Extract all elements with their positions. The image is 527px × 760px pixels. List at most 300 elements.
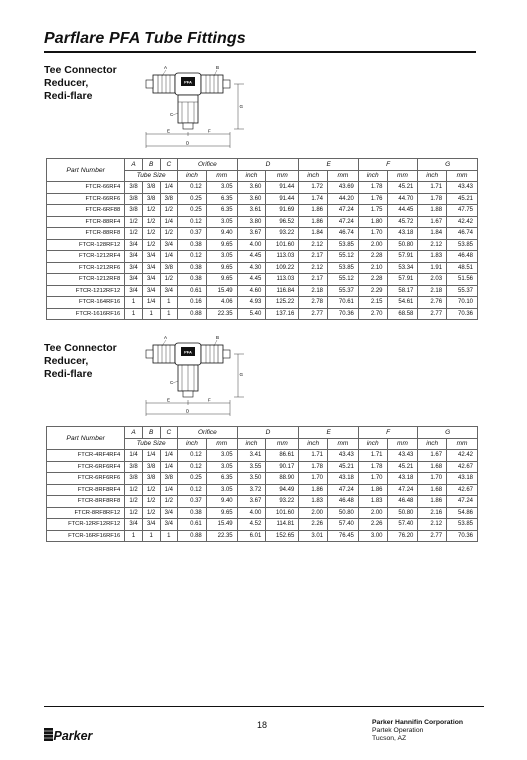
table-cell: 1.83 xyxy=(299,496,328,508)
table-cell: 0.25 xyxy=(178,205,207,217)
table-cell: 43.18 xyxy=(447,473,478,485)
dim-label-e: E xyxy=(167,128,171,134)
dim-label-g: G xyxy=(239,372,244,377)
table-cell: 42.67 xyxy=(447,484,478,496)
table-cell: 1/4 xyxy=(160,251,178,263)
table-cell: 1.88 xyxy=(418,205,447,217)
table-cell: 3.61 xyxy=(237,205,266,217)
table-cell: 1.68 xyxy=(418,484,447,496)
table-cell: 45.21 xyxy=(387,461,418,473)
table-cell: 1.70 xyxy=(358,473,387,485)
table-cell: 1/2 xyxy=(142,239,160,251)
table-cell: 113.03 xyxy=(266,251,299,263)
table-cell: 1.83 xyxy=(418,251,447,263)
table-cell: 9.40 xyxy=(206,496,237,508)
table-cell: 1/2 xyxy=(160,228,178,240)
table-cell: 0.16 xyxy=(178,297,207,309)
table-cell: 3/8 xyxy=(142,182,160,194)
table-row xyxy=(47,450,478,462)
table-cell: 1/2 xyxy=(142,507,160,519)
table-cell: 1/4 xyxy=(160,450,178,462)
th-b: B xyxy=(142,159,160,171)
th-inch: inch xyxy=(178,438,207,450)
table-cell: 2.77 xyxy=(418,530,447,542)
table-cell: 70.36 xyxy=(447,530,478,542)
th-mm: mm xyxy=(447,170,478,182)
th-orifice: Orifice xyxy=(178,427,238,439)
division-name: Partek Operation xyxy=(372,727,424,734)
table-cell: 94.49 xyxy=(266,484,299,496)
table-cell: 2.18 xyxy=(418,285,447,297)
table-cell: 3.72 xyxy=(237,484,266,496)
page-number: 18 xyxy=(257,720,268,730)
table-cell: 3.01 xyxy=(299,530,328,542)
table-cell: 4.60 xyxy=(237,285,266,297)
th-inch: inch xyxy=(299,170,328,182)
section2-heading-line1: Tee Connector xyxy=(44,342,117,354)
table-cell: 46.48 xyxy=(447,251,478,263)
table-cell: 1 xyxy=(142,308,160,320)
table-cell: 3/8 xyxy=(125,461,143,473)
th-d: D xyxy=(237,159,299,171)
table-cell: 1 xyxy=(125,308,143,320)
table-cell: 4.45 xyxy=(237,251,266,263)
table-cell: 9.65 xyxy=(206,274,237,286)
th-inch: inch xyxy=(418,170,447,182)
table-cell: 46.74 xyxy=(328,228,359,240)
table-cell: 3.05 xyxy=(206,450,237,462)
table-cell: 3/4 xyxy=(142,519,160,531)
table-cell: 70.36 xyxy=(328,308,359,320)
section1-heading-line2: Reducer, xyxy=(44,77,89,89)
table-cell: 6.35 xyxy=(206,193,237,205)
table-cell: 137.16 xyxy=(266,308,299,320)
table-cell: 116.84 xyxy=(266,285,299,297)
table-cell: 45.72 xyxy=(387,216,418,228)
table-cell: 3/8 xyxy=(125,193,143,205)
table-cell: 3/4 xyxy=(142,262,160,274)
table-cell: 53.85 xyxy=(447,519,478,531)
table-cell: 46.48 xyxy=(328,496,359,508)
table-cell: 50.80 xyxy=(387,239,418,251)
table-cell: 9.65 xyxy=(206,262,237,274)
part-number-cell: FTCR-1212RF4 xyxy=(47,251,125,263)
table-cell: 1.86 xyxy=(299,216,328,228)
table-cell: 3.05 xyxy=(206,251,237,263)
part-number-cell: FTCR-8RF8RF12 xyxy=(47,507,125,519)
table-cell: 0.37 xyxy=(178,228,207,240)
table-cell: 3/4 xyxy=(142,274,160,286)
table-cell: 50.80 xyxy=(387,507,418,519)
table-cell: 1.71 xyxy=(358,450,387,462)
part-number-cell: FTCR-88RF8 xyxy=(47,228,125,240)
table-cell: 9.40 xyxy=(206,228,237,240)
table-cell: 2.77 xyxy=(299,308,328,320)
table-cell: 3/4 xyxy=(125,239,143,251)
table-cell: 0.61 xyxy=(178,285,207,297)
table-cell: 46.74 xyxy=(447,228,478,240)
table-cell: 43.18 xyxy=(387,473,418,485)
table-cell: 6.35 xyxy=(206,205,237,217)
table-cell: 6.01 xyxy=(237,530,266,542)
table-cell: 3.60 xyxy=(237,182,266,194)
table-cell: 48.51 xyxy=(447,262,478,274)
th-mm: mm xyxy=(328,170,359,182)
part-number-cell: FTCR-1616RF16 xyxy=(47,308,125,320)
table-cell: 47.24 xyxy=(328,484,359,496)
th-e: E xyxy=(299,427,359,439)
th-mm: mm xyxy=(266,170,299,182)
table-cell: 3/4 xyxy=(142,285,160,297)
table-cell: 70.36 xyxy=(447,308,478,320)
part-number-cell: FTCR-6RF6RF4 xyxy=(47,461,125,473)
table-cell: 1.86 xyxy=(299,205,328,217)
table-cell: 47.24 xyxy=(328,216,359,228)
table-cell: 2.12 xyxy=(418,519,447,531)
th-mm: mm xyxy=(206,170,237,182)
table-cell: 0.12 xyxy=(178,484,207,496)
dim-label-c: C xyxy=(170,380,174,385)
section1-heading-line3: Redi-flare xyxy=(44,90,93,102)
table-cell: 57.91 xyxy=(387,274,418,286)
table-cell: 152.65 xyxy=(266,530,299,542)
table-row xyxy=(47,461,478,473)
table-cell: 2.29 xyxy=(358,285,387,297)
th-g: G xyxy=(418,427,478,439)
table-cell: 4.45 xyxy=(237,274,266,286)
table2-body xyxy=(47,450,478,542)
table-cell: 3.05 xyxy=(206,484,237,496)
dim-label-d: D xyxy=(186,408,190,414)
table-cell: 55.12 xyxy=(328,251,359,263)
table-cell: 1/2 xyxy=(160,205,178,217)
table-cell: 2.17 xyxy=(299,274,328,286)
th-c: C xyxy=(160,427,178,439)
table-cell: 3.67 xyxy=(237,496,266,508)
table-cell: 9.65 xyxy=(206,239,237,251)
th-inch: inch xyxy=(418,438,447,450)
table-cell: 1.72 xyxy=(299,182,328,194)
table-row xyxy=(47,251,478,263)
table-cell: 101.60 xyxy=(266,239,299,251)
table-cell: 1.70 xyxy=(299,473,328,485)
th-inch: inch xyxy=(237,438,266,450)
table-cell: 53.85 xyxy=(447,239,478,251)
table-cell: 2.16 xyxy=(418,507,447,519)
dim-label-f: F xyxy=(208,128,211,134)
th-g: G xyxy=(418,159,478,171)
table-cell: 3/8 xyxy=(160,262,178,274)
table-cell: 2.03 xyxy=(418,274,447,286)
table-cell: 3/8 xyxy=(160,473,178,485)
table-cell: 43.43 xyxy=(447,182,478,194)
table-cell: 57.40 xyxy=(328,519,359,531)
table-cell: 0.12 xyxy=(178,216,207,228)
table-cell: 1.86 xyxy=(299,484,328,496)
table1 xyxy=(46,158,478,320)
table-cell: 3.05 xyxy=(206,461,237,473)
table-cell: 3.05 xyxy=(206,182,237,194)
table-cell: 3/4 xyxy=(160,239,178,251)
table-cell: 53.34 xyxy=(387,262,418,274)
part-number-cell: FTCR-128RF12 xyxy=(47,239,125,251)
table-cell: 0.38 xyxy=(178,274,207,286)
table-row xyxy=(47,496,478,508)
th-part-number: Part Number xyxy=(47,427,125,450)
th-mm: mm xyxy=(387,170,418,182)
table-cell: 1/4 xyxy=(160,484,178,496)
table-cell: 4.52 xyxy=(237,519,266,531)
table-cell: 1/4 xyxy=(142,297,160,309)
part-number-cell: FTCR-16RF16RF16 xyxy=(47,530,125,542)
table-cell: 58.17 xyxy=(387,285,418,297)
table-cell: 3.55 xyxy=(237,461,266,473)
table-cell: 1.84 xyxy=(418,228,447,240)
svg-text:PFA: PFA xyxy=(184,79,192,85)
table-cell: 91.44 xyxy=(266,182,299,194)
table2 xyxy=(46,426,478,542)
table-cell: 3/4 xyxy=(125,274,143,286)
table-cell: 50.80 xyxy=(328,507,359,519)
table-cell: 43.69 xyxy=(328,182,359,194)
table-cell: 1/2 xyxy=(160,496,178,508)
table-cell: 3/8 xyxy=(142,461,160,473)
table-cell: 2.77 xyxy=(418,308,447,320)
table-cell: 3/4 xyxy=(160,519,178,531)
table-cell: 3/8 xyxy=(142,193,160,205)
table-cell: 2.12 xyxy=(299,262,328,274)
parker-logo xyxy=(44,726,99,743)
table-cell: 1.91 xyxy=(418,262,447,274)
part-number-cell: FTCR-1212RF12 xyxy=(47,285,125,297)
table-cell: 2.28 xyxy=(358,274,387,286)
part-number-cell: FTCR-66RF4 xyxy=(47,182,125,194)
table-cell: 42.67 xyxy=(447,461,478,473)
table-cell: 0.38 xyxy=(178,507,207,519)
part-number-cell: FTCR-164RF16 xyxy=(47,297,125,309)
part-number-cell: FTCR-6RF6RF6 xyxy=(47,473,125,485)
table-cell: 22.35 xyxy=(206,308,237,320)
table-cell: 0.88 xyxy=(178,308,207,320)
dim-label-f: F xyxy=(208,397,211,403)
table-cell: 4.00 xyxy=(237,239,266,251)
logo-text: Parker xyxy=(53,729,93,743)
dim-label-d: D xyxy=(186,140,190,146)
table-row xyxy=(47,473,478,485)
table-cell: 96.52 xyxy=(266,216,299,228)
table-row xyxy=(47,228,478,240)
table-cell: 93.22 xyxy=(266,228,299,240)
table-cell: 1.83 xyxy=(358,496,387,508)
table-cell: 1.78 xyxy=(299,461,328,473)
table-cell: 57.91 xyxy=(387,251,418,263)
table-cell: 1/4 xyxy=(160,216,178,228)
table-cell: 47.24 xyxy=(447,496,478,508)
table-cell: 90.17 xyxy=(266,461,299,473)
table-cell: 0.38 xyxy=(178,262,207,274)
th-inch: inch xyxy=(237,170,266,182)
table-cell: 1.76 xyxy=(358,193,387,205)
dim-label-a: A xyxy=(164,335,168,340)
th-inch: inch xyxy=(178,170,207,182)
table-cell: 2.28 xyxy=(358,251,387,263)
company-block xyxy=(372,719,463,743)
table-row xyxy=(47,484,478,496)
table-cell: 3/4 xyxy=(142,251,160,263)
th-a: A xyxy=(125,427,143,439)
table-cell: 53.85 xyxy=(328,262,359,274)
table-cell: 3/8 xyxy=(160,193,178,205)
table-cell: 54.86 xyxy=(447,507,478,519)
table-cell: 1.74 xyxy=(299,193,328,205)
table-cell: 2.15 xyxy=(358,297,387,309)
table-cell: 1/2 xyxy=(125,484,143,496)
part-number-cell: FTCR-4RF4RF4 xyxy=(47,450,125,462)
table-row xyxy=(47,308,478,320)
part-number-cell: FTCR-66RF6 xyxy=(47,193,125,205)
table-cell: 76.20 xyxy=(387,530,418,542)
table-cell: 0.25 xyxy=(178,473,207,485)
table-cell: 1 xyxy=(125,297,143,309)
th-tube-size: Tube Size xyxy=(125,170,178,182)
table-cell: 4.00 xyxy=(237,507,266,519)
table-cell: 1/2 xyxy=(125,496,143,508)
table-cell: 4.06 xyxy=(206,297,237,309)
part-number-cell: FTCR-1212RF6 xyxy=(47,262,125,274)
table-cell: 42.42 xyxy=(447,450,478,462)
th-e: E xyxy=(299,159,359,171)
table-cell: 1.67 xyxy=(418,450,447,462)
section1-heading xyxy=(44,64,117,103)
dim-label-a: A xyxy=(164,65,168,70)
table-cell: 43.18 xyxy=(387,228,418,240)
table-cell: 125.22 xyxy=(266,297,299,309)
dim-label-g: G xyxy=(239,104,244,109)
table-row xyxy=(47,507,478,519)
table-cell: 3/8 xyxy=(125,205,143,217)
table-cell: 1/4 xyxy=(142,450,160,462)
table-cell: 3/4 xyxy=(125,262,143,274)
table-row xyxy=(47,262,478,274)
table-cell: 113.03 xyxy=(266,274,299,286)
table-cell: 68.58 xyxy=(387,308,418,320)
table-row xyxy=(47,193,478,205)
table-cell: 0.88 xyxy=(178,530,207,542)
dim-label-c: C xyxy=(170,112,174,117)
th-b: B xyxy=(142,427,160,439)
table-cell: 3/4 xyxy=(160,507,178,519)
table-cell: 44.20 xyxy=(328,193,359,205)
table-cell: 1.80 xyxy=(358,216,387,228)
tee-connector-drawing-2 xyxy=(140,330,260,422)
table-cell: 43.18 xyxy=(328,473,359,485)
table-cell: 2.18 xyxy=(299,285,328,297)
table-cell: 43.43 xyxy=(328,450,359,462)
table-cell: 1/4 xyxy=(125,450,143,462)
dim-label-b: B xyxy=(216,335,220,340)
table-cell: 70.61 xyxy=(328,297,359,309)
table-cell: 0.25 xyxy=(178,193,207,205)
table-cell: 88.90 xyxy=(266,473,299,485)
table-cell: 6.35 xyxy=(206,473,237,485)
table-cell: 109.22 xyxy=(266,262,299,274)
table-cell: 1/2 xyxy=(142,205,160,217)
table-cell: 1/2 xyxy=(125,216,143,228)
table-cell: 55.37 xyxy=(328,285,359,297)
table1-body xyxy=(47,182,478,320)
table-cell: 1.75 xyxy=(358,205,387,217)
table-cell: 3.60 xyxy=(237,193,266,205)
section2-heading-line2: Reducer, xyxy=(44,355,89,367)
table-cell: 55.37 xyxy=(447,285,478,297)
table-cell: 93.22 xyxy=(266,496,299,508)
table-cell: 3.00 xyxy=(358,530,387,542)
table-row xyxy=(47,274,478,286)
table-cell: 47.24 xyxy=(328,205,359,217)
th-mm: mm xyxy=(447,438,478,450)
table-cell: 0.61 xyxy=(178,519,207,531)
table-cell: 3/4 xyxy=(125,251,143,263)
part-number-cell: FTCR-88RF4 xyxy=(47,216,125,228)
th-f: F xyxy=(358,427,418,439)
table-cell: 1 xyxy=(142,530,160,542)
table-cell: 101.60 xyxy=(266,507,299,519)
table-cell: 54.61 xyxy=(387,297,418,309)
table-row xyxy=(47,297,478,309)
table-cell: 86.61 xyxy=(266,450,299,462)
table-cell: 3/4 xyxy=(125,285,143,297)
footer-rule xyxy=(44,706,484,707)
table-row xyxy=(47,216,478,228)
table-cell: 3/4 xyxy=(160,285,178,297)
table-cell: 70.10 xyxy=(447,297,478,309)
table-cell: 44.70 xyxy=(387,193,418,205)
table-cell: 0.38 xyxy=(178,239,207,251)
table-cell: 1.70 xyxy=(418,473,447,485)
table-cell: 2.12 xyxy=(418,239,447,251)
table-cell: 2.12 xyxy=(299,239,328,251)
table-cell: 2.70 xyxy=(358,308,387,320)
table-cell: 1 xyxy=(160,530,178,542)
table-row xyxy=(47,239,478,251)
table-cell: 114.81 xyxy=(266,519,299,531)
table-cell: 47.75 xyxy=(447,205,478,217)
table-cell: 3.67 xyxy=(237,228,266,240)
table-cell: 45.21 xyxy=(447,193,478,205)
table-cell: 0.37 xyxy=(178,496,207,508)
table-cell: 1/2 xyxy=(142,216,160,228)
table-cell: 1 xyxy=(160,308,178,320)
table-cell: 1/2 xyxy=(160,274,178,286)
table-cell: 2.00 xyxy=(299,507,328,519)
th-inch: inch xyxy=(358,170,387,182)
table-cell: 1.68 xyxy=(418,461,447,473)
th-a: A xyxy=(125,159,143,171)
table-cell: 51.56 xyxy=(447,274,478,286)
table-cell: 1.78 xyxy=(358,182,387,194)
th-part-number: Part Number xyxy=(47,159,125,182)
th-mm: mm xyxy=(387,438,418,450)
table-cell: 1.71 xyxy=(299,450,328,462)
table-cell: 1/2 xyxy=(142,496,160,508)
table-cell: 5.40 xyxy=(237,308,266,320)
table-cell: 1.70 xyxy=(358,228,387,240)
table-cell: 4.30 xyxy=(237,262,266,274)
table-cell: 3.80 xyxy=(237,216,266,228)
table-cell: 22.35 xyxy=(206,530,237,542)
table-row xyxy=(47,530,478,542)
table-cell: 57.40 xyxy=(387,519,418,531)
